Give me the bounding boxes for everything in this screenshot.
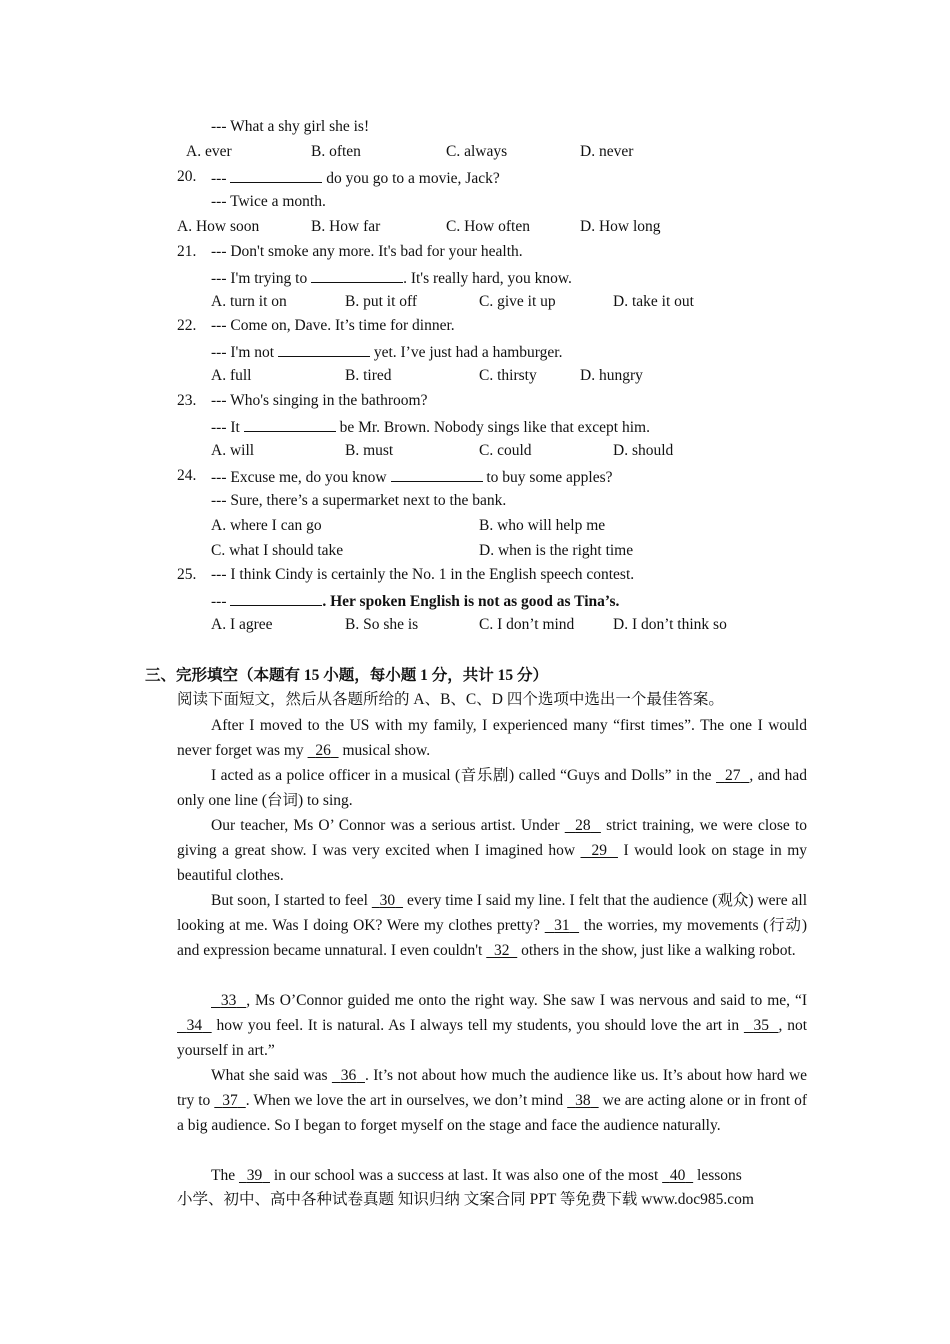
p3-text-c: I would look on stage in my beautiful clothes. [177, 842, 808, 884]
q21-number: 21. [177, 243, 197, 260]
q24-line1-post: to buy some apples? [486, 469, 613, 486]
q24-line1 [211, 466, 613, 488]
q19-option-b: B. often [311, 143, 361, 160]
q25-option-c: C. I don’t mind [479, 616, 575, 633]
q21-option-b: B. put it off [345, 293, 418, 310]
passage-paragraph-6 [177, 1063, 807, 1138]
p6-text-c: . When we love the art in ourselves, we don’t mind [245, 1092, 564, 1109]
q23-line2 [211, 416, 650, 438]
q22-option-d: D. hungry [580, 367, 643, 384]
q25-option-b: B. So she is [345, 616, 419, 633]
q25-number: 25. [177, 566, 197, 583]
q20-text: do you go to a movie, Jack? [326, 170, 500, 187]
gap-39: 39 [246, 1167, 263, 1184]
passage-paragraph-3 [177, 813, 807, 888]
q21-option-a: A. turn it on [211, 293, 287, 310]
q25-line2-pre: --- [211, 593, 227, 610]
gap-32: 32 [494, 942, 510, 959]
q25-option-d: D. I don’t think so [613, 616, 727, 633]
gap-27: 27 [724, 767, 741, 784]
p4-text-b: every time I said my line. I felt that the audience (观众) were all looking at me. Was I doing OK? Were my clothes pretty? [177, 892, 808, 934]
q20-number: 20. [177, 168, 197, 185]
p7-text-a: The [211, 1167, 236, 1184]
q24-line2: --- Sure, there’s a supermarket next to the bank. [211, 492, 507, 509]
q24-option-b: B. who will help me [479, 517, 606, 534]
q24-option-a: A. where I can go [211, 517, 322, 534]
gap-33: 33 [220, 992, 237, 1009]
q21-option-d: D. take it out [613, 293, 694, 310]
gap-31: 31 [554, 917, 570, 934]
p6-text-d: we are acting alone or in front of a big audience. So I began to forget myself on the stage and face the audience naturally. [177, 1092, 808, 1134]
q20-reply: --- Twice a month. [211, 193, 326, 210]
gap-28: 28 [575, 817, 591, 834]
q22-option-c: C. thirsty [479, 367, 537, 384]
q19-option-a: A. ever [186, 143, 232, 160]
q23-option-c: C. could [479, 442, 532, 459]
q23-line2-pre: --- It [211, 419, 240, 436]
p5-text-a: , Ms O’Connor guided me onto the right way. She saw I was nervous and said to me, “I [246, 992, 808, 1009]
gap-36: 36 [340, 1067, 357, 1084]
gap-30: 30 [379, 892, 396, 909]
p5-text-b: how you feel. It is natural. As I always tell my students, you should love the art in [216, 1017, 740, 1034]
q20-option-a: A. How soon [177, 218, 260, 235]
section-instruction: 阅读下面短文，然后从各题所给的 A、B、C、D 四个选项中选出一个最佳答案。 [177, 691, 724, 708]
q22-line2 [211, 341, 562, 363]
p7-text-b: in our school was a success at last. It was also one of the most [273, 1167, 659, 1184]
passage-paragraph-2 [177, 763, 807, 813]
gap-37: 37 [222, 1092, 238, 1109]
q19-option-c: C. always [446, 143, 508, 160]
gap-29: 29 [591, 842, 607, 859]
q23-option-d: D. should [613, 442, 674, 459]
q24-option-d: D. when is the right time [479, 542, 634, 559]
gap-38: 38 [575, 1092, 591, 1109]
q25-answer-blank [230, 590, 322, 606]
q22-option-b: B. tired [345, 367, 392, 384]
q24-answer-blank [391, 466, 483, 482]
q20-prompt [211, 167, 500, 189]
gap-35: 35 [753, 1017, 769, 1034]
passage-paragraph-1 [177, 713, 807, 763]
q24-option-c: C. what I should take [211, 542, 344, 559]
q21-line2 [211, 267, 572, 289]
q20-option-c: C. How often [446, 218, 530, 235]
q21-line2-pre: --- I'm trying to [211, 270, 308, 287]
page-footer: 小学、初中、高中各种试卷真题 知识归纳 文案合同 PPT 等免费下载 www.doc985.com [177, 1191, 754, 1208]
q23-option-a: A. will [211, 442, 255, 459]
p1-text-b: musical show. [342, 742, 431, 759]
passage-paragraph-4 [177, 888, 807, 963]
q23-line1: --- Who's singing in the bathroom? [211, 392, 428, 409]
q25-option-a: A. I agree [211, 616, 273, 633]
q22-option-a: A. full [211, 367, 252, 384]
q20-option-d: D. How long [580, 218, 661, 235]
q23-option-b: B. must [345, 442, 394, 459]
q22-line2-post: yet. I’ve just had a hamburger. [373, 344, 563, 361]
q22-line1: --- Come on, Dave. It’s time for dinner. [211, 317, 455, 334]
q23-answer-blank [244, 416, 336, 432]
q24-number: 24. [177, 467, 197, 484]
p2-text-a: I acted as a police officer in a musical (音乐剧) called “Guys and Dolls” in the [211, 767, 712, 784]
q19-tail: --- What a shy girl she is! [211, 118, 370, 135]
passage-paragraph-5 [177, 988, 807, 1063]
q22-answer-blank [278, 341, 370, 357]
q20-answer-blank [230, 167, 322, 183]
q20-dash: --- [211, 170, 227, 187]
q21-answer-blank [311, 267, 403, 283]
p7-text-c: lessons [697, 1167, 742, 1184]
q24-line1-pre: --- Excuse me, do you know [211, 469, 387, 486]
p3-text-b: strict training, we were close to giving a great show. I was very excited when I imagined how [177, 817, 808, 859]
p4-text-a: But soon, I started to feel [211, 892, 368, 909]
p1-text-a: After I moved to the US with my family, I experienced many “first times”. The one I would never forget was my [177, 717, 807, 759]
p2-text-b: , and had only one line (台词) to sing. [177, 767, 807, 809]
q22-number: 22. [177, 317, 197, 334]
p6-text-b: . It’s not about how much the audience like us. It’s about how hard we try to [177, 1067, 808, 1109]
q25-line1: --- I think Cindy is certainly the No. 1 in the English speech contest. [211, 566, 635, 583]
q21-line1: --- Don't smoke any more. It's bad for your health. [211, 243, 523, 260]
q25-line2-post: . Her spoken English is not as good as Tina’s. [322, 593, 620, 610]
gap-40: 40 [669, 1167, 686, 1184]
q21-option-c: C. give it up [479, 293, 556, 310]
q25-line2 [211, 590, 619, 612]
q19-option-d: D. never [580, 143, 634, 160]
gap-26: 26 [315, 742, 331, 759]
q21-line2-post: . It's really hard, you know. [403, 270, 572, 287]
p4-text-d: others in the show, just like a walking robot. [521, 942, 796, 959]
q23-number: 23. [177, 392, 197, 409]
q22-line2-pre: --- I'm not [211, 344, 275, 361]
section-heading: 三、完形填空（本题有 15 小题，每小题 1 分，共计 15 分） [145, 667, 549, 684]
p3-text-a: Our teacher, Ms O’ Connor was a serious artist. Under [211, 817, 560, 834]
p4-text-c: the worries, my movements (行动) and expression became unnatural. I even couldn't [177, 917, 808, 959]
gap-34: 34 [186, 1017, 203, 1034]
passage-paragraph-7 [177, 1163, 807, 1188]
q23-line2-post: be Mr. Brown. Nobody sings like that except him. [339, 419, 650, 436]
p6-text-a: What she said was [211, 1067, 328, 1084]
q20-option-b: B. How far [311, 218, 381, 235]
p5-text-c: , not yourself in art.” [177, 1017, 808, 1059]
